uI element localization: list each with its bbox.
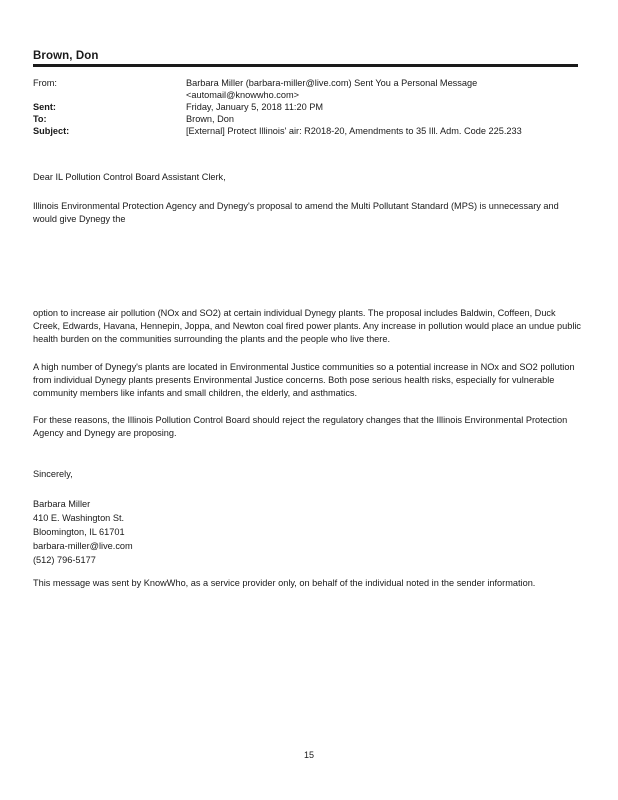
to-row xyxy=(33,113,578,125)
body-paragraph-1: Illinois Environmental Protection Agency and Dynegy's proposal to amend the Multi Pollutant Standard (MPS) is unnecessary and would give Dynegy the xyxy=(33,201,559,224)
sent-label: Sent: xyxy=(33,102,56,112)
signature-city: Bloomington, IL 61701 xyxy=(33,527,125,537)
body-paragraph-3: A high number of Dynegy's plants are located in Environmental Justice communities so a potential increase in NOx and SO2 pollution from individual Dynegy plants presents Environmental Justice concerns. Both pose serious health risks, especially for vulnerable community members like infants and small children, the elderly, and asthmatics. xyxy=(33,362,575,398)
from-row xyxy=(33,77,578,101)
signature-email: barbara-miller@live.com xyxy=(33,541,133,551)
signature-street: 410 E. Washington St. xyxy=(33,513,125,523)
subject-row xyxy=(33,125,578,137)
to-value: Brown, Don xyxy=(186,114,235,124)
from-label: From: xyxy=(33,78,57,88)
footer-note: This message was sent by KnowWho, as a service provider only, on behalf of the individual noted in the sender information. xyxy=(33,578,536,588)
from-value-line1: Barbara Miller (barbara-miller@live.com) Sent You a Personal Message xyxy=(186,78,478,88)
from-value-line2: <automail@knowwho.com> xyxy=(186,90,299,100)
body-paragraph-2: option to increase air pollution (NOx and SO2) at certain individual Dynegy plants. The proposal includes Baldwin, Coffeen, Duck Creek, Edwards, Havana, Hennepin, Joppa, and Newton coal fired power plants. Any increase in pollution would place an undue public health burden on the communities surrounding the plants and the people who live there. xyxy=(33,308,582,344)
signature-phone: (512) 796-5177 xyxy=(33,555,96,565)
header-divider xyxy=(33,64,578,67)
to-label: To: xyxy=(33,114,47,124)
sent-value: Friday, January 5, 2018 11:20 PM xyxy=(186,102,324,112)
from-value xyxy=(186,77,578,101)
body-paragraph-4: For these reasons, the Illinois Pollution Control Board should reject the regulatory changes that the Illinois Environmental Protection Agency and Dynegy are proposing. xyxy=(33,415,568,438)
greeting: Dear IL Pollution Control Board Assistant Clerk, xyxy=(33,172,226,182)
subject-label: Subject: xyxy=(33,126,70,136)
email-header-table xyxy=(33,77,578,137)
subject-value: [External] Protect Illinois' air: R2018-20, Amendments to 35 Ill. Adm. Code 225.233 xyxy=(186,126,522,136)
closing: Sincerely, xyxy=(33,469,73,479)
signature-name: Barbara Miller xyxy=(33,499,91,509)
recipient-name-header: Brown, Don xyxy=(33,50,99,62)
sent-row xyxy=(33,101,578,113)
signature-block xyxy=(33,497,581,567)
page-number: 15 xyxy=(303,750,314,760)
